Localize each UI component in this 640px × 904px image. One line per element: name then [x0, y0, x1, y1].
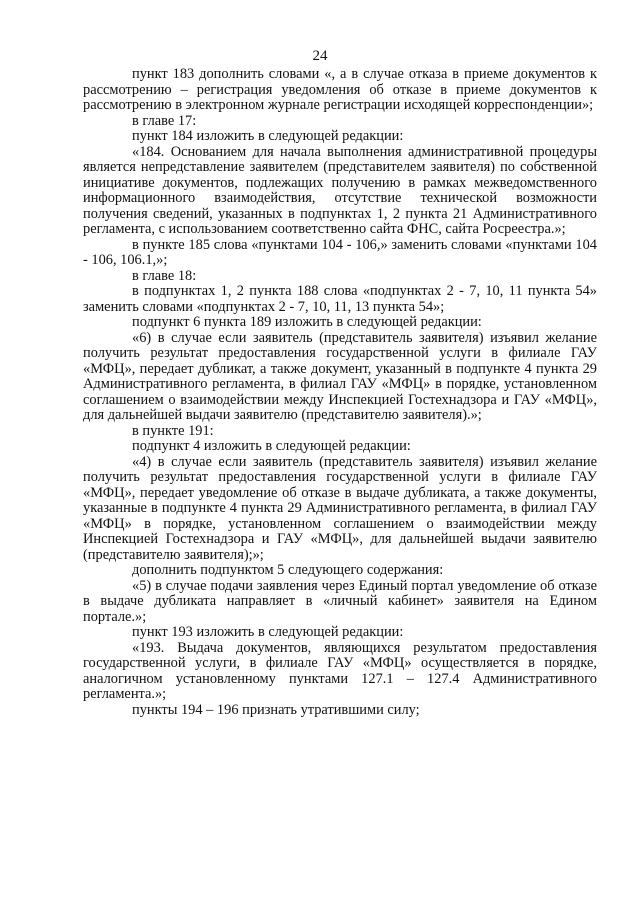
paragraph-4: «184. Основанием для начала выполнения административной процедуры является непредставление заявителем (представителем заявителя) по собственной инициативе документов, подлежащих получению в рамках межведомственного информационного взаимодействия, отсутствие технической возможности получения сведений, указанных в подпунктах 1, 2 пункта 21 Административного регламента, с использованием соответственно сайта ФНС, сайта Росреестра.»;: [83, 143, 597, 237]
paragraph-11: подпункт 4 изложить в следующей редакции:: [132, 438, 411, 454]
paragraph-1: пункт 183 дополнить словами «, а в случае отказа в приеме документов к рассмотрению – регистрация уведомления об отказе в приеме документов к рассмотрению в электронном журнале регистрации исходящей корреспонденции»;: [83, 66, 597, 113]
paragraph-17: пункты 194 – 196 признать утратившими силу;: [132, 701, 420, 718]
paragraph-3: пункт 184 изложить в следующей редакции:: [132, 128, 404, 144]
paragraph-15: пункт 193 изложить в следующей редакции:: [132, 624, 404, 640]
paragraph-7: в подпунктах 1, 2 пункта 188 слова «подпунктах 2 - 7, 10, 11 пункта 54» заменить словами «подпунктах 2 - 7, 10, 11, 13 пункта 54»;: [83, 283, 597, 315]
paragraph-10: в пункте 191:: [132, 422, 214, 439]
paragraph-13: дополнить подпунктом 5 следующего содержания:: [132, 562, 444, 578]
document-body: [83, 67, 597, 718]
paragraph-2: в главе 17:: [132, 112, 197, 129]
paragraph-8: подпункт 6 пункта 189 изложить в следующей редакции:: [132, 314, 482, 330]
paragraph-12: «4) в случае если заявитель (представитель заявителя) изъявил желание получить результат предоставления государственной услуги в филиале ГАУ «МФЦ», передает уведомление об отказе в выдаче дубликата, а также документы, указанные в подпункте 4 пункта 29 Административного регламента, в филиал ГАУ «МФЦ» в порядке, установленном соглашением о взаимодействии между Инспекцией Гостехнадзора и ГАУ «МФЦ», для дальнейшей выдачи заявителю (представителю заявителя);»;: [83, 453, 597, 563]
paragraph-6: в главе 18:: [132, 267, 197, 284]
paragraph-14: «5) в случае подачи заявления через Единый портал уведомление об отказе в выдаче дубликата направляет в «личный кабинет» заявителя на Едином портале.»;: [83, 577, 597, 625]
page-number: 24: [312, 48, 328, 64]
paragraph-5: в пункте 185 слова «пунктами 104 - 106,» заменить словами «пунктами 104 - 106, 106.1,»;: [83, 236, 597, 268]
paragraph-9: «6) в случае если заявитель (представитель заявителя) изъявил желание получить результат предоставления государственной услуги в филиале ГАУ «МФЦ», передает дубликат, а также документ, указанный в подпункте 4 пункта 29 Административного регламента, в филиал ГАУ «МФЦ» в порядке, установленном соглашением о взаимодействии между Инспекцией Гостехнадзора и ГАУ «МФЦ», для дальнейшей выдачи заявителю (представителю заявителя).»;: [83, 329, 597, 423]
paragraph-16: «193. Выдача документов, являющихся результатом предоставления государственной услуги, в филиале ГАУ «МФЦ» осуществляется в порядке, аналогичном установленному пунктами 127.1 – 127.4 Административного регламента.»;: [83, 639, 597, 702]
